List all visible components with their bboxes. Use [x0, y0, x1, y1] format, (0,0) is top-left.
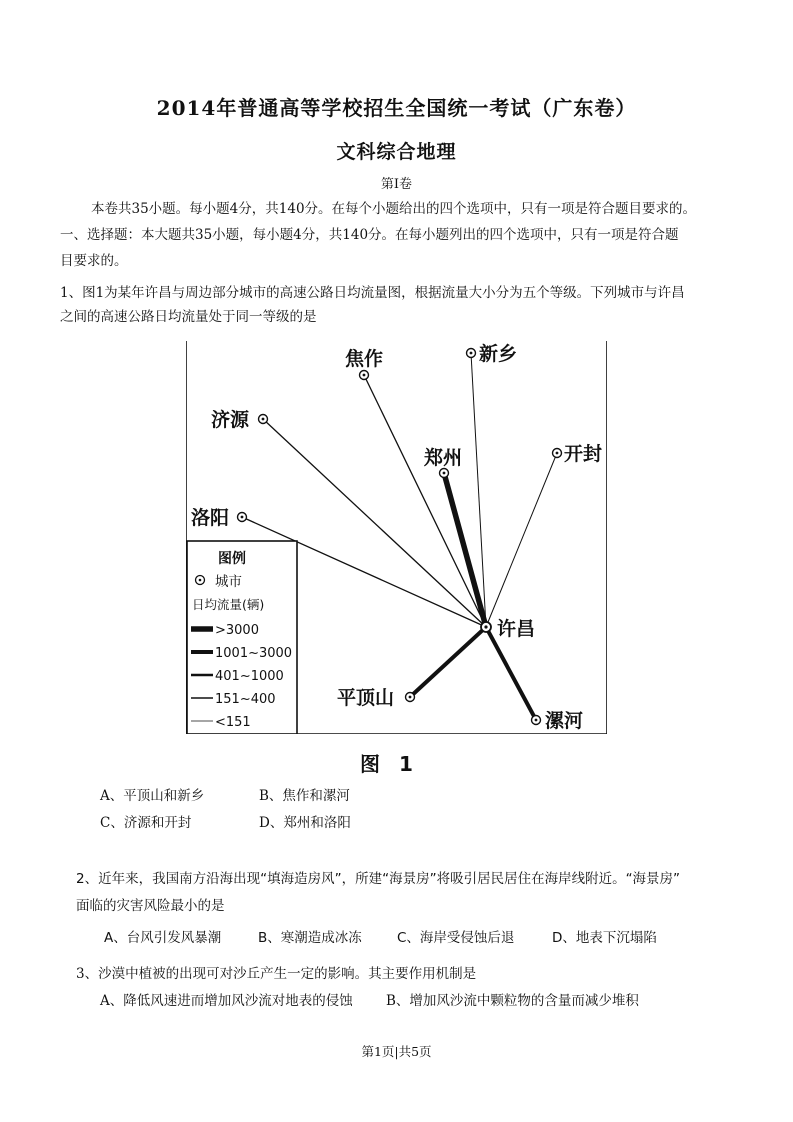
q3-option-a[interactable]: A、降低风速进而增加风沙流对地表的侵蚀	[100, 993, 353, 1009]
section-heading-line1: 一、选择题：本大题共35小题，每小题4分，共140分。在每小题列出的四个选项中，只有一项是符合题	[60, 227, 679, 243]
city-label-pingdingshan: 平顶山	[337, 687, 395, 709]
q1-option-b[interactable]: B、焦作和漯河	[259, 788, 350, 804]
q2-option-d[interactable]: D、地表下沉塌陷	[552, 930, 657, 946]
q2-option-a[interactable]: A、台风引发风暴潮	[104, 930, 222, 946]
legend-box	[187, 541, 297, 734]
q1-option-a[interactable]: A、平顶山和新乡	[100, 788, 205, 804]
exam-subtitle: 文科综合地理	[336, 141, 457, 163]
legend-city-label: 城市	[215, 574, 242, 590]
q2-option-b[interactable]: B、寒潮造成冰冻	[258, 930, 362, 946]
q2-option-c[interactable]: C、海岸受侵蚀后退	[397, 930, 515, 946]
q1-stem-line1: 1、图1为某年许昌与周边部分城市的高速公路日均流量图，根据流量大小分为五个等级。下列城市与许昌	[60, 285, 685, 301]
volume-label: 第Ⅰ卷	[380, 177, 413, 192]
route-jiaozuo	[364, 375, 486, 627]
legend-class-4: 151~400	[215, 692, 276, 707]
city-label-xinxiang: 新乡	[479, 343, 518, 365]
q1-option-d[interactable]: D、郑州和洛阳	[259, 815, 351, 831]
route-luohe	[486, 627, 536, 720]
q3-option-b[interactable]: B、增加风沙流中颗粒物的含量而减少堆积	[386, 993, 639, 1009]
legend-title: 图例	[218, 551, 246, 567]
q1-option-c[interactable]: C、济源和开封	[100, 815, 192, 831]
q3-stem: 3、沙漠中植被的出现可对沙丘产生一定的影响。其主要作用机制是	[76, 966, 477, 982]
section-heading-line2: 目要求的。	[60, 253, 128, 269]
legend-class-1: >3000	[215, 623, 259, 638]
city-label-luohe: 漯河	[545, 710, 584, 732]
q1-stem-line2: 之间的高速公路日均流量处于同一等级的是	[60, 309, 317, 325]
q2-stem-line1: 2、近年来，我国南方沿海出现“填海造房风”，所建“海景房”将吸引居民居住在海岸线附近。“海景房”	[76, 871, 681, 887]
intro-text: 本卷共35小题。每小题4分，共140分。在每个小题给出的四个选项中，只有一项是符合题目要求的。	[91, 201, 697, 217]
figure-1-caption: 图 1	[360, 752, 419, 776]
legend-flow-title: 日均流量(辆)	[192, 597, 265, 612]
city-label-luoyang: 洛阳	[191, 507, 230, 529]
city-label-zhengzhou: 郑州	[424, 447, 463, 469]
city-label-xuchang: 许昌	[497, 618, 536, 640]
exam-title: 2014年普通高等学校招生全国统一考试（广东卷）	[156, 96, 637, 120]
city-label-kaifeng: 开封	[564, 443, 603, 465]
city-label-jiaozuo: 焦作	[345, 348, 384, 370]
legend-class-3: 401~1000	[215, 669, 284, 684]
figure-1-map	[186, 341, 607, 734]
route-pingdingshan	[410, 627, 486, 697]
page-footer: 第1页|共5页	[361, 1044, 432, 1059]
route-zhengzhou	[444, 473, 486, 627]
legend-class-2: 1001~3000	[215, 646, 293, 661]
route-kaifeng	[486, 453, 557, 627]
legend-class-5: <151	[215, 715, 251, 730]
city-label-jiyuan: 济源	[211, 409, 250, 431]
q2-stem-line2: 面临的灾害风险最小的是	[76, 898, 225, 914]
